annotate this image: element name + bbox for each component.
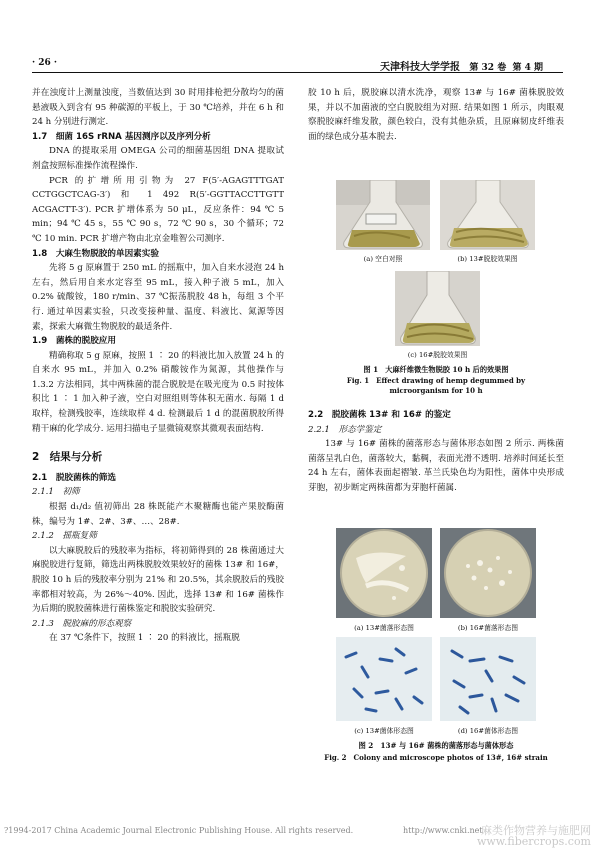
cell-micrograph-16 (440, 637, 536, 721)
fig2-photo-d (440, 637, 536, 721)
paragraph: 并在浊度计上测量浊度，当数值达到 30 时用排枪把分散均匀的菌悬液吸入到含有 95 种碳源的平板上，于 30 ℃培养，并在 6 h 和 24 h 分别进行测定. (32, 88, 284, 128)
fig1-caption-b: (b) 13#脱胶效果图 (457, 255, 518, 263)
journal-header (380, 58, 543, 73)
paragraph: 以大麻脱胶后的残胶率为指标，将初筛得到的 28 株菌通过大麻脱胶进行复筛，筛选出两株脱胶效果较好的菌株 13# 和 16#，脱胶 10 h 后的残胶率分别为 21% 和 20.5%，其余脱胶后的残胶率都相对较高，为 26%～40%. 因此，选择 13# 和 16# 菌株作为后期的脱胶菌株进行菌株鉴定和脱胶实验研究. (32, 545, 284, 615)
watermark-line-1: 麻类作物营养与施肥网 (481, 824, 591, 837)
fig2-caption-b: (b) 16#菌落形态图 (457, 624, 519, 632)
fig2-photo-a (336, 528, 432, 618)
right-column-top (308, 86, 564, 144)
watermark (477, 825, 591, 847)
watermark-line-2: www.fibercrops.com (476, 835, 591, 848)
paragraph: PCR 的扩增所用引物为 27 F(5′-AGAGTTTGAT CCTGGCTCAG-3′) 和 1 492 R(5′-GGTTACCTTGTT ACGACTT-3′). PCR 扩增体系为 50 μL，反应条件：94 ℃ 5 min；94 ℃ 45 s，55 ℃ 90 s，72 ℃ 90 s，30 个循环；72 ℃ 10 min. PCR 扩增产物由北京金唯智公司测序. (32, 175, 284, 244)
copyright-notice: ?1994-2017 China Academic Journal Electronic Publishing House. All rights reserved. (4, 826, 354, 835)
flask-photo-13 (440, 180, 535, 250)
paragraph: 在 37 ℃条件下，按照 1 ∶ 20 的料液比，摇瓶脱 (49, 633, 240, 644)
paragraph: 精确称取 5 g 原麻，按照 1 ∶ 20 的料液比加入放置 24 h 的自来水 95 mL，并加入 0.2% 硝酸铵作为氮源，其他操作与 1.3.2 方法相同，其中两株菌的混合脱胶是在吸光度为 0.5 时按体积比 1 ∶ 1 加入种子液，空白对照组则等体积无菌水. 每隔 1 d 取样，检测残胶率，连续取样 4 d. 检测最后 1 d 的混菌脱胶所得精干麻的化学成分. 运用扫描电子显微镜观察其微观表面结构. (32, 350, 284, 434)
fig2-photo-b (440, 528, 536, 618)
section-1-7-heading: 1.7 细菌 16S rRNA 基因测序以及序列分析 (32, 131, 211, 142)
section-2-2-1-heading: 2.2.1 形态学鉴定 (308, 424, 382, 435)
section-1-8-heading: 1.8 大麻生物脱胶的单因素实验 (32, 248, 159, 259)
page-number: · 26 · (32, 58, 58, 68)
section-2-1-2-heading: 2.1.2 摇瓶复筛 (32, 531, 97, 542)
flask-photo-16 (395, 271, 480, 346)
issue: 第 4 期 (512, 63, 544, 73)
section-1-9-heading: 1.9 菌株的脱胶应用 (32, 336, 116, 347)
journal-name: 天津科技大学学报 (380, 62, 460, 73)
section-2-2-heading: 2.2 脱胶菌株 13# 和 16# 的鉴定 (308, 410, 451, 420)
header-rule (32, 72, 563, 73)
volume: 第 32 卷 (469, 63, 507, 73)
fig2-title-cn: 图 2 13# 与 16# 菌株的菌落形态与菌体形态 (358, 741, 514, 750)
fig1-photo-a (336, 180, 430, 250)
fig2-title-en: Fig. 2 Colony and microscope photos of 13#, 16# strain (324, 753, 548, 762)
fig1-title-cn: 图 1 大麻纤维微生物脱胶 10 h 后的效果图 (363, 365, 509, 374)
fig1-caption-a: (a) 空白对照 (363, 255, 403, 263)
section-2-heading: 2 结果与分析 (32, 451, 103, 464)
paragraph: 根据 d₁/d₂ 值初筛出 28 株既能产木聚糖酶也能产果胶酶菌株，编号为 1#、2#、3#、…、28#. (32, 502, 284, 527)
cnki-link[interactable]: http://www.cnki.net (403, 826, 483, 835)
fig2-caption-d: (d) 16#菌体形态图 (457, 727, 519, 735)
section-2-1-1-heading: 2.1.1 初筛 (32, 487, 80, 498)
fig1-caption-c: (c) 16#脱胶效果图 (407, 351, 468, 359)
fig1-photo-b (440, 180, 535, 250)
section-2-1-heading: 2.1 脱胶菌株的筛选 (32, 472, 116, 483)
colony-plate-16 (440, 528, 536, 618)
cell-micrograph-13 (336, 637, 432, 721)
left-column (32, 86, 284, 646)
fig2-caption-c: (c) 13#菌体形态图 (354, 727, 414, 735)
paragraph: 先将 5 g 原麻置于 250 mL 的摇瓶中，加入自来水浸泡 24 h 左右，然后用自来水定容至 95 mL，接入种子液 5 mL，加入 0.2% 硫酸铵，180 r/min、37 ℃振荡脱胶 48 h，每组 3 个平行. 通过单因素实验，只改变接种量、温度、料液比、氮源等因素，探索大麻微生物脱胶的最适条件. (32, 263, 284, 332)
colony-plate-13 (336, 528, 432, 618)
paragraph: DNA 的提取采用 OMEGA 公司的细菌基因组 DNA 提取试剂盒按照标准操作流程操作. (32, 146, 284, 171)
paragraph: 13# 与 16# 菌株的菌落形态与菌体形态如图 2 所示. 两株菌菌落呈乳白色，菌落较大，黏稠，表面光滑不透明. 培养时间延长至 24 h 左右，菌体表面起褶皱. 革兰氏染色均为阳性，菌体中央形成芽胞，初步断定两株菌都为芽胞杆菌属. (308, 439, 564, 493)
fig1-title-en: Fig. 1 Effect drawing of hemp degummed by microorganism for 10 h (346, 376, 526, 395)
right-column-middle (308, 408, 564, 496)
flask-photo-blank (336, 180, 430, 250)
paragraph: 胶 10 h 后，脱胶麻以清水洗净，观察 13# 与 16# 菌株脱胶效果，并以不加菌液的空白脱胶组为对照. 结果如图 1 所示，肉眼观察脱胶麻纤维发散，颜色较白，没有其他杂质，且原麻韧皮纤维表面的绿色成分基本脱去. (308, 88, 564, 142)
fig1-photo-c (395, 271, 480, 346)
section-2-1-3-heading: 2.1.3 脱胶麻的形态观察 (32, 618, 132, 629)
fig2-photo-c (336, 637, 432, 721)
fig2-caption-a: (a) 13#菌落形态图 (354, 624, 414, 632)
